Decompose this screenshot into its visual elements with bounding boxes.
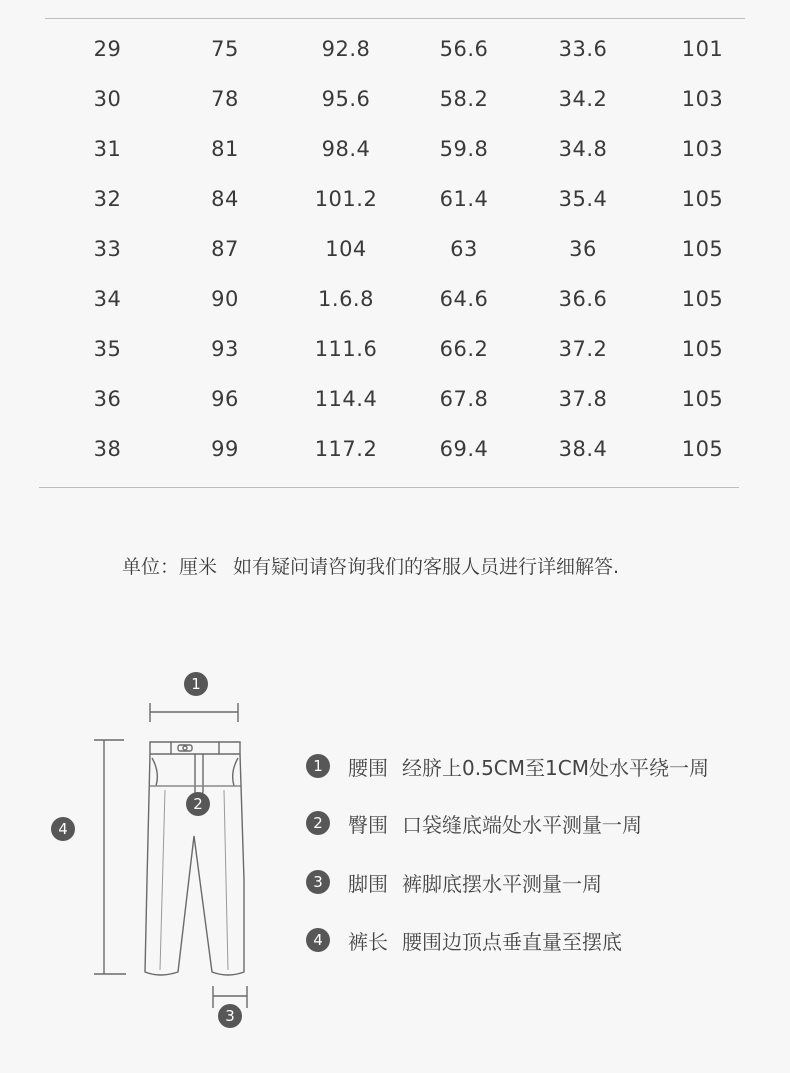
unit-note bbox=[122, 552, 619, 579]
legend-desc: 腰围边顶点垂直量至摆底 bbox=[402, 929, 622, 954]
table-cell: 37.2 bbox=[558, 337, 608, 361]
pants-outline-icon bbox=[0, 640, 300, 1060]
table-cell: 38 bbox=[93, 437, 122, 461]
table-cell: 111.6 bbox=[314, 337, 378, 361]
table-cell: 32 bbox=[93, 187, 122, 211]
marker-4-icon: 4 bbox=[51, 817, 75, 841]
table-cell: 103 bbox=[681, 87, 724, 111]
table-cell: 78 bbox=[211, 87, 239, 111]
legend-term: 脚围 bbox=[348, 871, 388, 896]
table-cell: 75 bbox=[211, 37, 239, 61]
table-cell: 67.8 bbox=[439, 387, 489, 411]
legend-item-hip bbox=[306, 809, 642, 837]
table-cell: 101 bbox=[681, 37, 724, 61]
marker-2-icon: 2 bbox=[186, 792, 210, 816]
table-row bbox=[48, 424, 758, 474]
table-cell: 96 bbox=[211, 387, 239, 411]
size-table bbox=[48, 24, 758, 474]
table-cell: 38.4 bbox=[558, 437, 608, 461]
table-cell: 1.6.8 bbox=[318, 287, 374, 311]
table-cell: 81 bbox=[211, 137, 239, 161]
legend-item-length bbox=[306, 926, 622, 954]
table-cell: 105 bbox=[681, 437, 724, 461]
number-1-icon: 1 bbox=[306, 754, 330, 778]
table-cell: 56.6 bbox=[439, 37, 489, 61]
unit-label: 单位：厘米 bbox=[122, 556, 218, 578]
table-cell: 114.4 bbox=[314, 387, 378, 411]
table-bottom-rule bbox=[39, 487, 739, 488]
table-cell: 61.4 bbox=[439, 187, 489, 211]
marker-3-icon: 3 bbox=[218, 1004, 242, 1028]
table-cell: 87 bbox=[211, 237, 239, 261]
table-cell: 33.6 bbox=[558, 37, 608, 61]
table-cell: 63 bbox=[450, 237, 478, 261]
table-cell: 101.2 bbox=[314, 187, 378, 211]
table-row bbox=[48, 224, 758, 274]
table-cell: 34.2 bbox=[558, 87, 608, 111]
legend-desc: 裤脚底摆水平测量一周 bbox=[402, 871, 602, 896]
number-4-icon: 4 bbox=[306, 928, 330, 952]
table-cell: 105 bbox=[681, 337, 724, 361]
table-row bbox=[48, 374, 758, 424]
table-cell: 36 bbox=[569, 237, 597, 261]
legend-item-hem bbox=[306, 868, 602, 896]
table-cell: 93 bbox=[211, 337, 239, 361]
table-row bbox=[48, 124, 758, 174]
table-cell: 105 bbox=[681, 287, 724, 311]
table-cell: 98.4 bbox=[321, 137, 371, 161]
table-cell: 35 bbox=[93, 337, 122, 361]
table-cell: 92.8 bbox=[321, 37, 371, 61]
table-cell: 90 bbox=[211, 287, 239, 311]
table-cell: 84 bbox=[211, 187, 239, 211]
table-cell: 36 bbox=[93, 387, 122, 411]
table-cell: 99 bbox=[211, 437, 239, 461]
note-text: 如有疑问请咨询我们的客服人员进行详细解答. bbox=[233, 556, 620, 578]
table-cell: 33 bbox=[93, 237, 122, 261]
table-cell: 64.6 bbox=[439, 287, 489, 311]
number-3-icon: 3 bbox=[306, 870, 330, 894]
legend-term: 臀围 bbox=[348, 812, 388, 837]
legend-desc: 经脐上0.5CM至1CM处水平绕一周 bbox=[402, 755, 709, 780]
marker-1-icon: 1 bbox=[184, 672, 208, 696]
table-cell: 117.2 bbox=[314, 437, 378, 461]
table-top-rule bbox=[45, 18, 745, 19]
table-cell: 105 bbox=[681, 237, 724, 261]
table-cell: 31 bbox=[93, 137, 122, 161]
table-cell: 66.2 bbox=[439, 337, 489, 361]
table-row bbox=[48, 174, 758, 224]
table-row bbox=[48, 274, 758, 324]
table-cell: 58.2 bbox=[439, 87, 489, 111]
table-row bbox=[48, 324, 758, 374]
table-cell: 95.6 bbox=[321, 87, 371, 111]
table-cell: 104 bbox=[325, 237, 367, 261]
pants-diagram bbox=[0, 640, 300, 1060]
number-2-icon: 2 bbox=[306, 811, 330, 835]
table-cell: 35.4 bbox=[558, 187, 608, 211]
legend-term: 裤长 bbox=[348, 929, 388, 954]
table-cell: 34 bbox=[93, 287, 122, 311]
table-cell: 34.8 bbox=[558, 137, 608, 161]
legend-desc: 口袋缝底端处水平测量一周 bbox=[402, 812, 642, 837]
table-row bbox=[48, 74, 758, 124]
table-cell: 59.8 bbox=[439, 137, 489, 161]
table-row bbox=[48, 24, 758, 74]
table-cell: 103 bbox=[681, 137, 724, 161]
table-cell: 30 bbox=[93, 87, 122, 111]
table-cell: 36.6 bbox=[558, 287, 608, 311]
table-cell: 105 bbox=[681, 387, 724, 411]
table-cell: 105 bbox=[681, 187, 724, 211]
table-cell: 37.8 bbox=[558, 387, 608, 411]
legend-term: 腰围 bbox=[348, 755, 388, 780]
legend-item-waist bbox=[306, 752, 709, 780]
table-cell: 69.4 bbox=[439, 437, 489, 461]
table-cell: 29 bbox=[93, 37, 122, 61]
